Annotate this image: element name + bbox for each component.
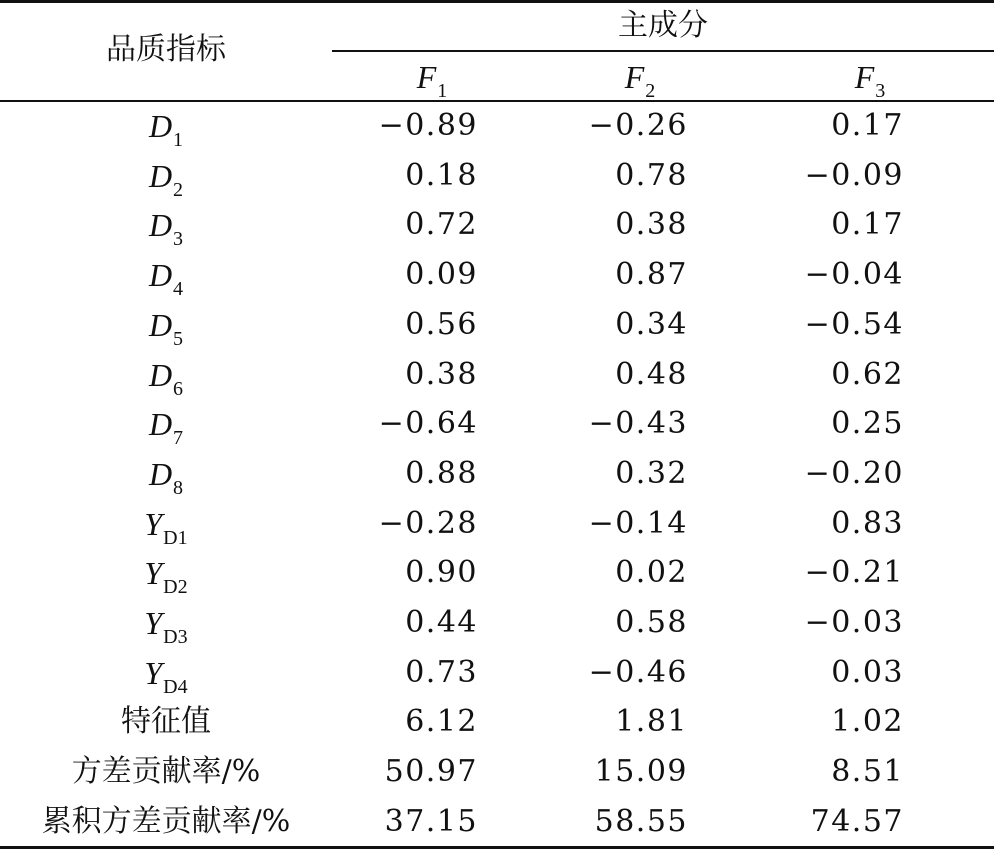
table-cell: −0.09 <box>804 157 904 193</box>
row-symbol: Y <box>144 505 163 542</box>
row-subscript: 5 <box>173 327 184 350</box>
table-cell: 0.62 <box>831 356 904 392</box>
table-cell: 0.87 <box>615 257 688 293</box>
group-rule <box>332 50 994 52</box>
table-cell: 0.03 <box>831 654 904 690</box>
row-symbol: D <box>148 157 173 194</box>
table-cell: 58.55 <box>594 803 688 839</box>
table-cell: −0.14 <box>588 505 688 541</box>
table-cell: −0.64 <box>378 406 478 442</box>
table-cell: 0.48 <box>615 356 688 392</box>
row-subscript: 1 <box>173 129 184 151</box>
row-symbol: D <box>148 257 173 294</box>
table-cell: 0.32 <box>615 455 688 491</box>
row-symbol: Y <box>144 654 163 691</box>
row-subscript: 2 <box>173 178 184 201</box>
row-subscript: 3 <box>173 228 184 251</box>
header-col-3 <box>760 57 980 102</box>
table-cell: 0.17 <box>831 207 904 243</box>
col-symbol: F <box>854 59 875 95</box>
row-label: 累积方差贡献率/% <box>41 803 291 839</box>
table-cell: 0.44 <box>405 605 478 640</box>
table-cell: 0.38 <box>615 207 688 243</box>
table-cell: −0.89 <box>378 108 478 143</box>
row-subscript: D1 <box>163 526 188 549</box>
table-cell: 0.56 <box>405 306 478 342</box>
table-cell: −0.20 <box>804 455 904 491</box>
table-cell: −0.28 <box>378 505 478 541</box>
table-cell: 0.17 <box>831 108 904 143</box>
table-cell: 1.81 <box>615 704 688 740</box>
table-cell: 1.02 <box>831 704 904 740</box>
table-cell: 0.02 <box>615 555 688 591</box>
table-cell: −0.03 <box>804 605 904 640</box>
row-label: 特征值 <box>121 704 211 740</box>
row-symbol: D <box>148 455 173 492</box>
col-subscript: 2 <box>645 80 656 102</box>
table-cell: −0.04 <box>804 257 904 293</box>
table-cell: −0.46 <box>588 654 688 690</box>
table-cell: 37.15 <box>384 803 478 839</box>
table-cell: 0.72 <box>405 207 478 243</box>
table-cell: −0.26 <box>588 108 688 143</box>
table-cell: −0.54 <box>804 306 904 342</box>
table-cell: 74.57 <box>810 803 904 839</box>
col-subscript: 1 <box>437 80 448 102</box>
table-cell: 0.18 <box>405 157 478 193</box>
row-symbol: D <box>148 356 173 393</box>
table-cell: 8.51 <box>831 754 904 790</box>
row-symbol: D <box>148 108 173 144</box>
table-cell: −0.43 <box>588 406 688 442</box>
row-subscript: 7 <box>173 427 184 450</box>
row-subscript: 8 <box>173 476 184 499</box>
table-cell: 0.78 <box>615 157 688 193</box>
row-symbol: Y <box>144 605 163 641</box>
table-cell: 0.09 <box>405 257 478 293</box>
table-cell: 0.58 <box>615 605 688 640</box>
table-cell: 6.12 <box>405 704 478 740</box>
col-subscript: 3 <box>875 80 886 102</box>
table-cell: 0.90 <box>405 555 478 591</box>
header-col-2 <box>540 57 740 102</box>
row-symbol: D <box>148 406 173 443</box>
table-cell: 0.83 <box>831 505 904 541</box>
row-symbol: Y <box>144 555 163 592</box>
table-cell: 0.73 <box>405 654 478 690</box>
row-symbol: D <box>148 207 173 244</box>
table-cell: 0.38 <box>405 356 478 392</box>
table-cell: 15.09 <box>594 754 688 790</box>
header-principal-component: 主成分 <box>618 8 708 43</box>
table-cell: 0.88 <box>405 455 478 491</box>
row-subscript: D2 <box>163 576 188 599</box>
table-cell: 0.34 <box>615 306 688 342</box>
col-symbol: F <box>416 59 437 95</box>
header-col-1 <box>332 57 532 102</box>
col-symbol: F <box>624 59 645 95</box>
row-subscript: D3 <box>163 626 188 648</box>
table-cell: 50.97 <box>384 754 478 790</box>
row-subscript: D4 <box>163 675 188 698</box>
table-cell: −0.21 <box>804 555 904 591</box>
row-label: 方差贡献率/% <box>71 754 261 790</box>
row-symbol: D <box>148 306 173 343</box>
row-subscript: 6 <box>173 377 184 400</box>
top-rule <box>0 0 994 3</box>
row-subscript: 4 <box>173 278 184 301</box>
table-cell: 0.25 <box>831 406 904 442</box>
header-quality-index: 品质指标 <box>106 32 226 67</box>
